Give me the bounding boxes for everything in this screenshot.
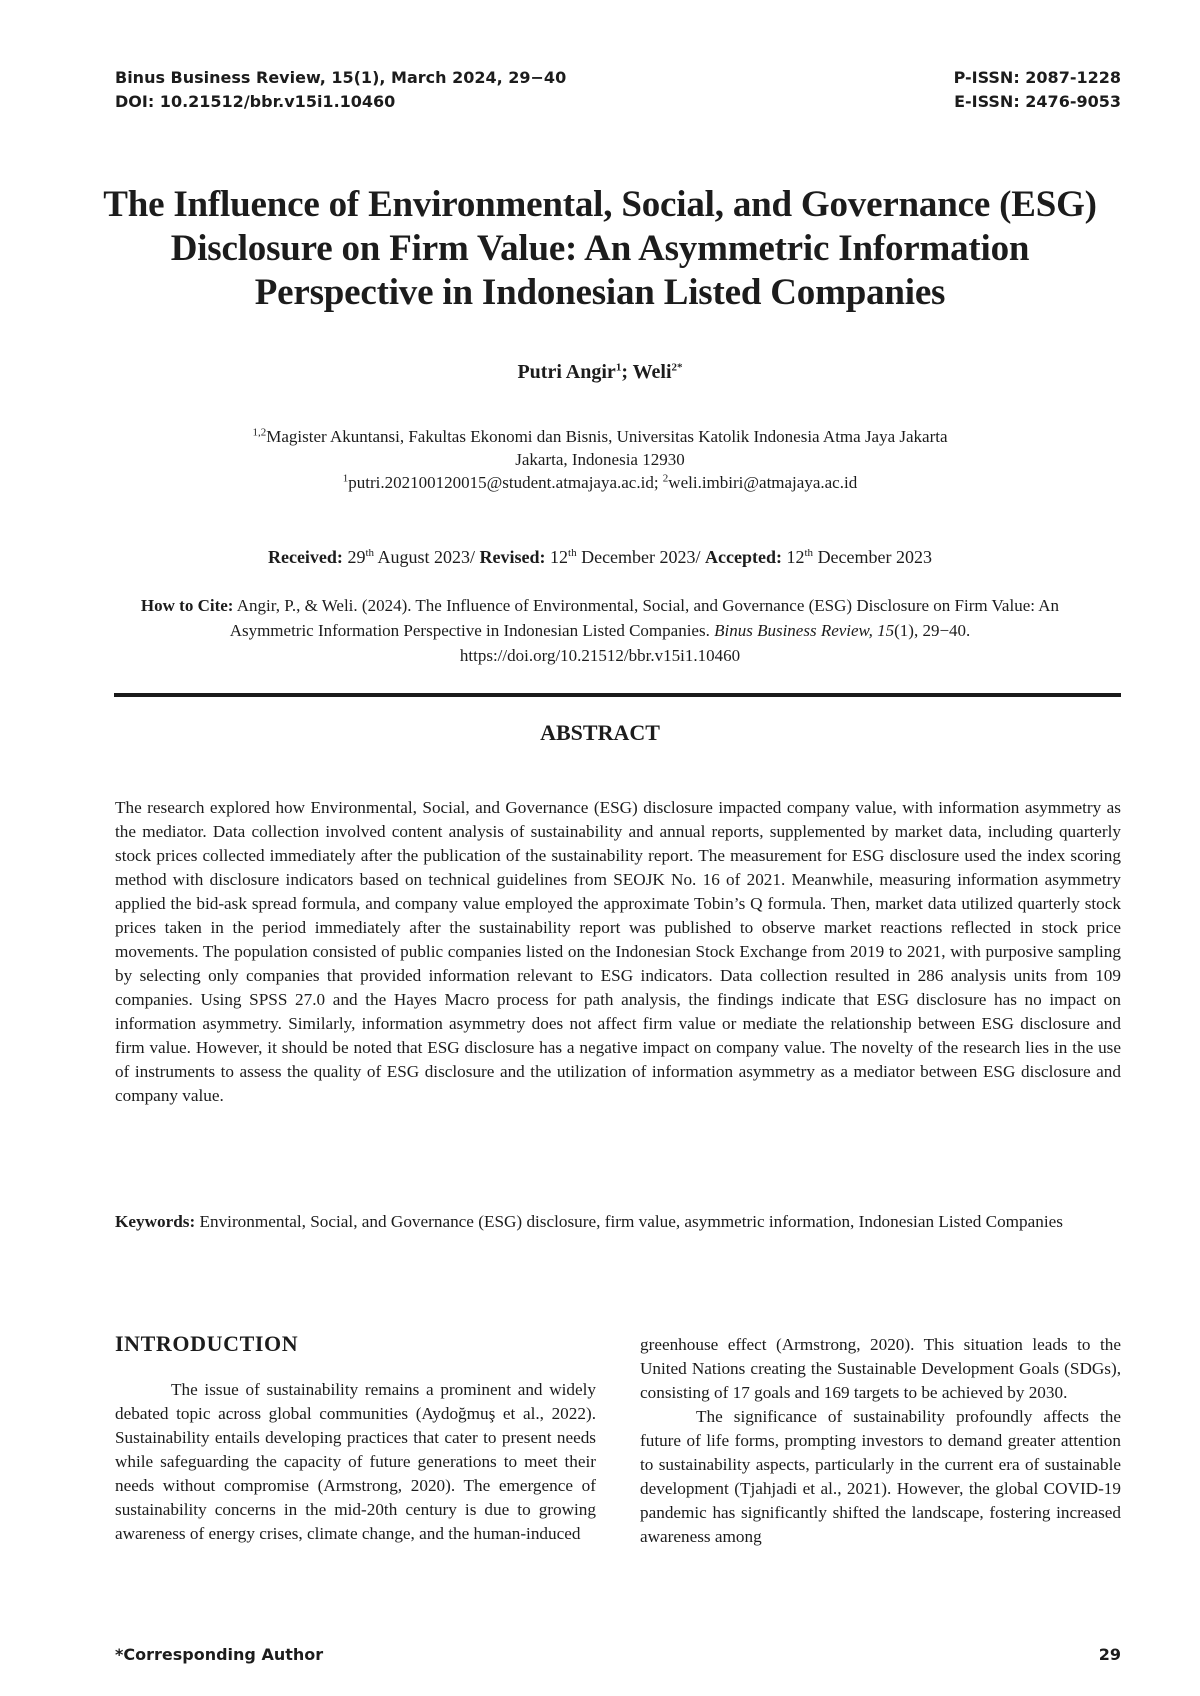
- citation-journal: Binus Business Review, 15: [714, 621, 895, 640]
- revised-label: Revised:: [479, 547, 546, 567]
- how-to-cite: [120, 593, 1080, 668]
- email-mark: 2: [662, 472, 669, 485]
- email-mark: 1: [342, 472, 349, 485]
- citation-text: Angir, P., & Weli. (2024). The Influence of Environmental, Social, and Governance (ESG) Disclosure on Firm Value: An Asymmetric Information Perspective in Indonesian Listed Companies.: [229, 596, 1060, 640]
- revised-day: 12: [545, 547, 569, 567]
- email-text[interactable]: weli.imbiri@atmajaya.ac.id: [668, 473, 858, 492]
- email-line: [100, 471, 1100, 494]
- body-paragraph: The issue of sustainability remains a prominent and widely debated topic across global communities (Aydoğmuş et al., 2022). Sustainability entails developing practices that cater to present needs while safeguarding the capacity of future generations to meet their needs without compromise (Armstrong, 2020). The emergence of sustainability concerns in the mid-20th century is due to growing awareness of energy crises, climate change, and the human-induced: [115, 1380, 596, 1543]
- paper-title: The Influence of Environmental, Social, and Governance (ESG) Disclosure on Firm Value: An Asymmetric Information Perspective in Indonesian Listed Companies: [103, 184, 1097, 313]
- ordinal-suffix: th: [365, 547, 374, 559]
- doi-line: DOI: 10.21512/bbr.v15i1.10460: [115, 92, 396, 111]
- received-label: Received:: [267, 547, 343, 567]
- affiliation-mark: 1,2: [252, 426, 267, 439]
- eissn-line: E-ISSN: 2476-9053: [954, 92, 1121, 111]
- affiliation-block: [100, 425, 1100, 494]
- received-date: August 2023/: [374, 547, 480, 567]
- how-to-cite-label: How to Cite:: [140, 596, 234, 615]
- author-affiliation-mark: 1: [615, 361, 622, 374]
- journal-citation-line: Binus Business Review, 15(1), March 2024, 29−40: [115, 68, 567, 87]
- keywords-text: Environmental, Social, and Governance (ESG) disclosure, firm value, asymmetric information, Indonesian Listed Companies: [195, 1212, 1063, 1231]
- body-column-right: [640, 1333, 1121, 1549]
- author-separator: ;: [621, 361, 633, 383]
- ordinal-suffix: th: [804, 547, 814, 559]
- page-number: 29: [1098, 1645, 1121, 1664]
- author-name: Putri Angir: [517, 361, 616, 383]
- revised-date: December 2023/: [576, 547, 706, 567]
- author-name: Weli: [632, 361, 672, 383]
- affiliation-line: [100, 425, 1100, 448]
- accepted-label: Accepted:: [705, 547, 782, 567]
- ordinal-suffix: th: [568, 547, 577, 559]
- keywords-label: Keywords:: [115, 1212, 196, 1231]
- body-paragraph: The significance of sustainability profoundly affects the future of life forms, prompting investors to demand greater attention to sustainability aspects, particularly in the current era of sustainable development (Tjahjadi et al., 2021). However, the global COVID-19 pandemic has significantly shifted the landscape, fostering increased awareness among: [640, 1407, 1121, 1546]
- abstract-text: The research explored how Environmental, Social, and Governance (ESG) disclosure impacted company value, with information asymmetry as the mediator. Data collection involved content analysis of sustainability and annual reports, supplemented by market data, including quarterly stock prices collected immediately after the publication of the sustainability report. The measurement for ESG disclosure used the index scoring method with disclosure indicators based on technical guidelines from SEOJK No. 16 of 2021. Meanwhile, measuring information asymmetry applied the bid-ask spread formula, and company value employed the approximate Tobin’s Q formula. Then, market data utilized quarterly stock prices taken in the period immediately after the sustainability report was published to observe market reactions reflected in stock price movements. The population consisted of public companies listed on the Indonesian Stock Exchange from 2019 to 2021, with purposive sampling by selecting only companies that provided information relevant to ESG indicators. Data collection resulted in 286 analysis units from 109 companies. Using SPSS 27.0 and the Hayes Macro process for path analysis, the findings indicate that ESG disclosure has no impact on information asymmetry. Similarly, information asymmetry does not affect firm value or mediate the relationship between ESG disclosure and firm value. However, it should be noted that ESG disclosure has a negative impact on company value. The novelty of the research lies in the use of instruments to assess the quality of ESG disclosure and the utilization of information asymmetry as a mediator between ESG disclosure and company value.: [115, 798, 1121, 1105]
- abstract-heading: ABSTRACT: [540, 720, 660, 745]
- email-text[interactable]: putri.202100120015@student.atmajaya.ac.id;: [348, 473, 663, 492]
- body-paragraph: greenhouse effect (Armstrong, 2020). This situation leads to the United Nations creating the Sustainable Development Goals (SDGs), consisting of 17 goals and 169 targets to be achieved by 2030.: [640, 1335, 1121, 1402]
- keywords: [115, 1210, 1121, 1234]
- author-affiliation-mark: 2*: [671, 361, 683, 374]
- running-header-left: [115, 66, 566, 114]
- author-list: [0, 361, 1200, 384]
- pissn-line: P-ISSN: 2087-1228: [953, 68, 1121, 87]
- introduction-heading: INTRODUCTION: [115, 1331, 299, 1356]
- submission-dates: [0, 547, 1200, 568]
- affiliation-address: Jakarta, Indonesia 12930: [515, 450, 685, 469]
- affiliation-text: Magister Akuntansi, Fakultas Ekonomi dan Bisnis, Universitas Katolik Indonesia Atma Jaya Jakarta: [266, 427, 948, 446]
- accepted-date: December 2023: [813, 547, 933, 567]
- section-divider: [114, 693, 1121, 697]
- running-header-right: [954, 66, 1121, 114]
- citation-doi[interactable]: (1), 29−40. https://doi.org/10.21512/bbr.v15i1.10460: [459, 621, 971, 665]
- body-column-left: [115, 1330, 596, 1546]
- accepted-day: 12: [782, 547, 805, 567]
- corresponding-author-note: *Corresponding Author: [115, 1645, 324, 1664]
- received-day: 29: [342, 547, 366, 567]
